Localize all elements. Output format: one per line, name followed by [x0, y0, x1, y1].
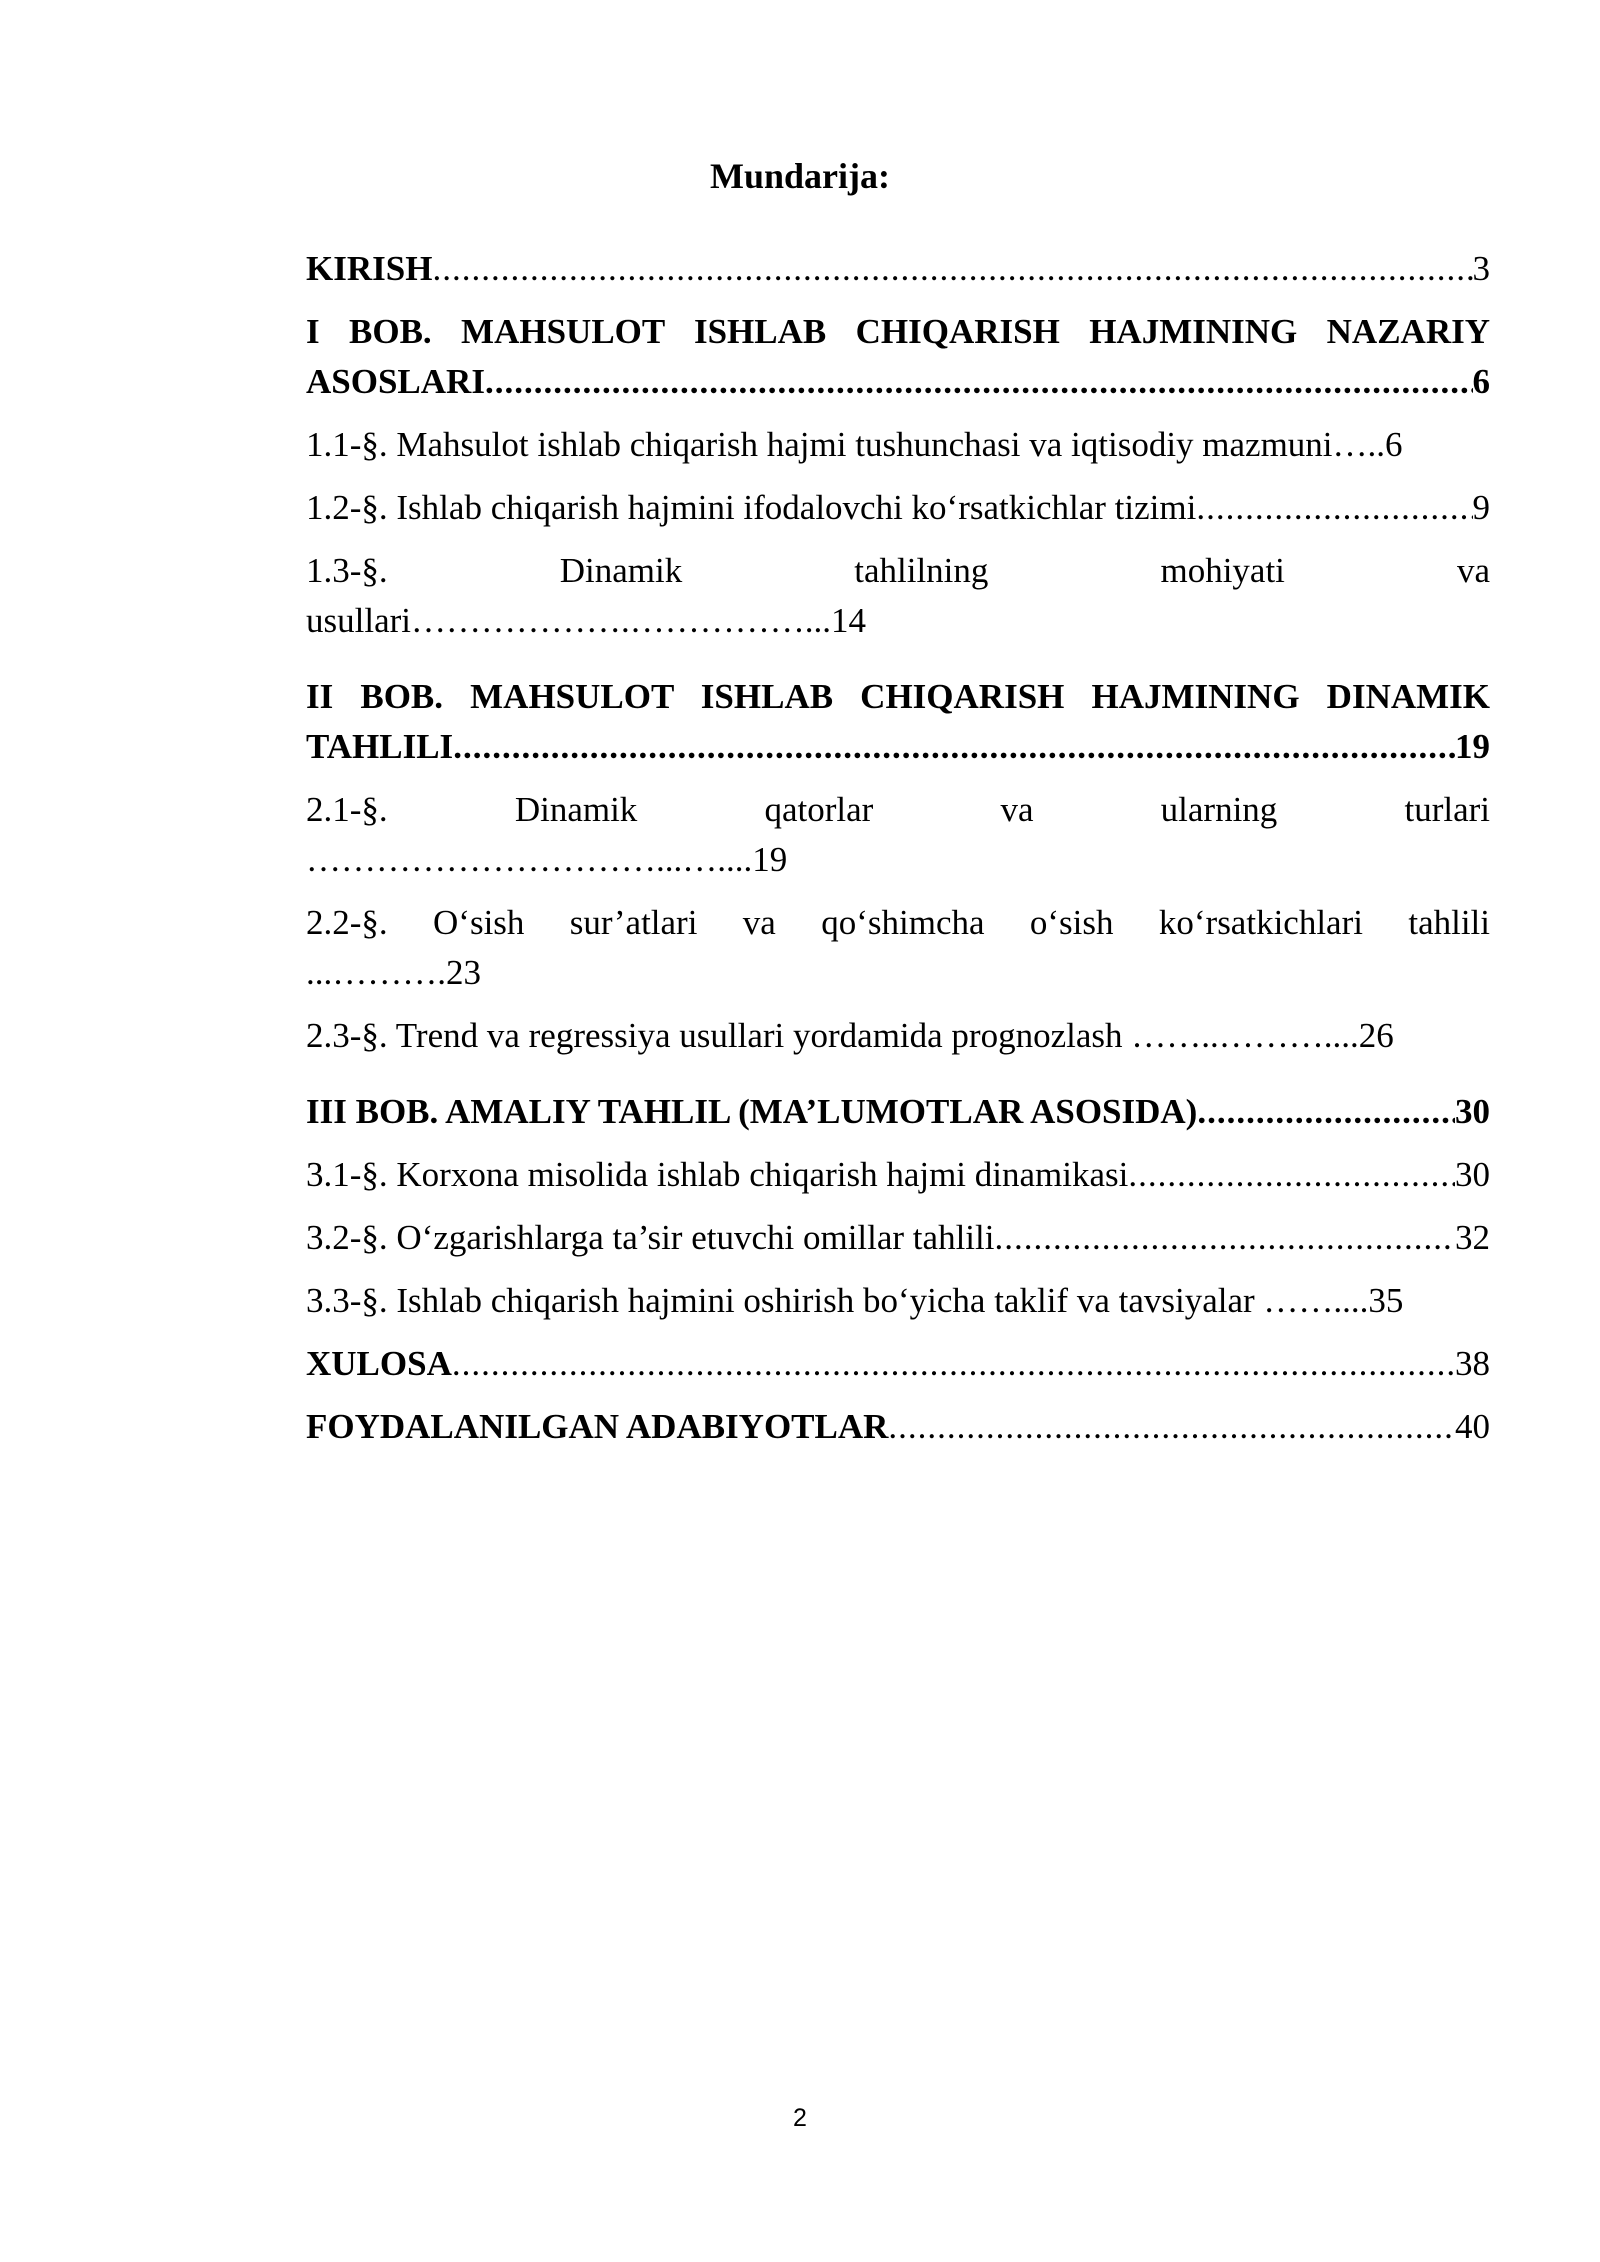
toc-entry-section-3-2[interactable]: [306, 1213, 1490, 1263]
toc-entry-page: 9: [1472, 488, 1490, 527]
toc-entry-section-2-3[interactable]: [306, 1011, 1490, 1061]
toc-entry-label-continued: …………………………...…....19: [306, 840, 788, 879]
toc-entry-section-3-1[interactable]: [306, 1150, 1490, 1200]
toc-entry-label: II BOB. MAHSULOT ISHLAB CHIQARISH HAJMINING DINAMIK: [306, 677, 1490, 716]
toc-entry-section-1-3[interactable]: [306, 546, 1490, 646]
toc-entry-page: 30: [1455, 1155, 1490, 1194]
toc-entry-label: 2.1-§. Dinamik qatorlar va ularning turlari: [306, 790, 1490, 829]
toc-entry-section-3-3[interactable]: [306, 1276, 1490, 1326]
toc-entry-page: 30: [1455, 1092, 1490, 1131]
toc-entry-label: 2.3-§. Trend va regressiya usullari yordamida prognozlash ……..………....26: [306, 1016, 1394, 1055]
toc-entry-page: 19: [1455, 727, 1490, 766]
toc-entry-chapter-3[interactable]: [306, 1087, 1490, 1137]
dot-leader: [452, 1339, 1455, 1389]
toc-entry-label: 1.3-§. Dinamik tahlilning mohiyati va: [306, 551, 1490, 590]
dot-leader: [432, 244, 1472, 294]
toc-entry-label: KIRISH: [306, 249, 433, 288]
table-of-contents: [306, 244, 1490, 1465]
toc-entry-label-continued: ...……….23: [306, 953, 481, 992]
toc-entry-label: FOYDALANILGAN ADABIYOTLAR: [306, 1407, 889, 1446]
toc-entry-section-1-2[interactable]: [306, 483, 1490, 533]
toc-entry-label: 3.2-§. O‘zgarishlarga ta’sir etuvchi omillar tahlili: [306, 1218, 995, 1257]
toc-entry-label: I BOB. MAHSULOT ISHLAB CHIQARISH HAJMINING NAZARIY: [306, 312, 1490, 351]
dot-leader: [485, 357, 1473, 407]
toc-entry-label: 2.2-§. O‘sish sur’atlari va qo‘shimcha o‘sish ko‘rsatkichlari tahlili: [306, 903, 1490, 942]
toc-entry-label: 3.1-§. Korxona misolida ishlab chiqarish hajmi dinamikasi: [306, 1155, 1129, 1194]
toc-entry-page: 3: [1472, 249, 1490, 288]
toc-entry-label: 1.2-§. Ishlab chiqarish hajmini ifodalovchi ko‘rsatkichlar tizimi: [306, 488, 1197, 527]
toc-entry-label: 1.1-§. Mahsulot ishlab chiqarish hajmi tushunchasi va iqtisodiy mazmuni…..6: [306, 425, 1403, 464]
page-number: 2: [793, 2104, 807, 2132]
page-title: Mundarija:: [710, 156, 890, 196]
toc-entry-chapter-1[interactable]: [306, 307, 1490, 407]
toc-entry-xulosa[interactable]: [306, 1339, 1490, 1389]
toc-entry-chapter-2[interactable]: [306, 672, 1490, 772]
toc-entry-page: 6: [1472, 362, 1490, 401]
toc-entry-kirish[interactable]: [306, 244, 1490, 294]
toc-entry-section-2-2[interactable]: [306, 898, 1490, 998]
dot-leader: [1197, 1087, 1455, 1137]
toc-entry-page: 40: [1455, 1407, 1490, 1446]
dot-leader: [1128, 1150, 1455, 1200]
toc-entry-label-continued: ASOSLARI: [306, 362, 485, 401]
dot-leader: [994, 1213, 1455, 1263]
toc-entry-label-continued: usullari……………….……………...14: [306, 601, 866, 640]
toc-entry-page: 32: [1455, 1218, 1490, 1257]
toc-entry-page: 38: [1455, 1344, 1490, 1383]
toc-entry-section-2-1[interactable]: [306, 785, 1490, 885]
dot-leader: [453, 722, 1455, 772]
toc-entry-label: XULOSA: [306, 1344, 452, 1383]
toc-entry-label: III BOB. AMALIY TAHLIL (MA’LUMOTLAR ASOSIDA): [306, 1092, 1198, 1131]
dot-leader: [1196, 483, 1472, 533]
toc-entry-section-1-1[interactable]: [306, 420, 1490, 470]
toc-entry-adabiyotlar[interactable]: [306, 1402, 1490, 1452]
toc-entry-label-continued: TAHLILI: [306, 727, 454, 766]
toc-entry-label: 3.3-§. Ishlab chiqarish hajmini oshirish bo‘yicha taklif va tavsiyalar ……....35: [306, 1281, 1404, 1320]
dot-leader: [888, 1402, 1455, 1452]
